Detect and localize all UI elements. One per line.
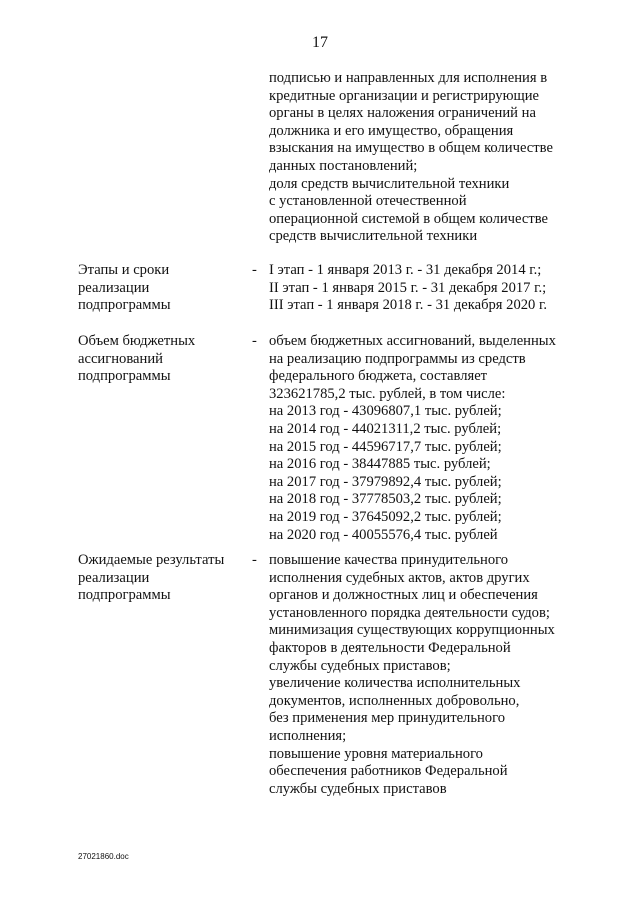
text-line: установленного порядка деятельности судов; — [269, 604, 550, 621]
label-line: реализации — [78, 279, 150, 296]
label-line: Объем бюджетных — [78, 333, 196, 349]
text-line: объем бюджетных ассигнований, выделенных — [269, 333, 556, 349]
text-line: исполнения; — [269, 727, 347, 744]
text-line: на 2017 год - 37979892,4 тыс. рублей; — [269, 473, 502, 490]
text-line: без применения мер принудительного — [269, 710, 506, 727]
text-line: на 2016 год - 38447885 тыс. рублей; — [269, 456, 491, 473]
budget-label — [78, 333, 248, 386]
label-line: реализации — [78, 569, 150, 586]
text-line: с установленной отечественной — [269, 193, 467, 210]
expected-results-label — [78, 552, 248, 605]
expected-results-content — [269, 552, 589, 798]
label-line: ассигнований — [78, 350, 163, 367]
text-line: средств вычислительной техники — [269, 228, 478, 245]
text-line: II этап - 1 января 2015 г. - 31 декабря 2017 г.; — [269, 279, 547, 296]
text-line: повышение качества принудительного — [269, 552, 509, 568]
text-line: повышение уровня материального — [269, 745, 483, 762]
text-line: на 2020 год - 40055576,4 тыс. рублей — [269, 526, 498, 543]
text-line: органы в целях наложения ограничений на — [269, 105, 536, 122]
text-line: на реализацию подпрограммы из средств — [269, 350, 526, 367]
label-line: Этапы и сроки — [78, 262, 170, 278]
text-line: 323621785,2 тыс. рублей, в том числе: — [269, 385, 506, 402]
separator-dash: - — [252, 262, 257, 278]
budget-content — [269, 333, 589, 544]
text-line: обеспечения работников Федеральной — [269, 763, 508, 780]
stages-label — [78, 262, 248, 315]
text-line: данных постановлений; — [269, 157, 418, 174]
text-line: федерального бюджета, составляет — [269, 368, 488, 385]
text-line: на 2014 год - 44021311,2 тыс. рублей; — [269, 420, 502, 437]
text-line: операционной системой в общем количестве — [269, 210, 548, 227]
text-line: на 2019 год - 37645092,2 тыс. рублей; — [269, 508, 502, 525]
stages-content — [269, 262, 589, 315]
text-line: минимизация существующих коррупционных — [269, 622, 555, 639]
text-line: должника и его имущество, обращения — [269, 122, 514, 139]
label-line: Ожидаемые результаты — [78, 552, 225, 568]
text-line: увеличение количества исполнительных — [269, 675, 521, 692]
text-line: кредитные организации и регистрирующие — [269, 87, 540, 104]
text-line: III этап - 1 января 2018 г. - 31 декабря 2020 г. — [269, 297, 547, 314]
text-line: исполнения судебных актов, актов других — [269, 569, 530, 586]
text-line: органов и должностных лиц и обеспечения — [269, 587, 538, 604]
text-line: взыскания на имущество в общем количестве — [269, 140, 553, 157]
document-filename: 27021860.doc — [78, 852, 129, 861]
text-line: на 2015 год - 44596717,7 тыс. рублей; — [269, 438, 502, 455]
text-line: факторов в деятельности Федеральной — [269, 639, 511, 656]
text-line: доля средств вычислительной техники — [269, 175, 510, 192]
page-number: 17 — [312, 34, 328, 51]
text-line: I этап - 1 января 2013 г. - 31 декабря 2014 г.; — [269, 262, 542, 278]
label-line: подпрограммы — [78, 368, 171, 385]
label-line: подпрограммы — [78, 587, 171, 604]
label-line: подпрограммы — [78, 297, 171, 314]
text-line: документов, исполненных добровольно, — [269, 692, 520, 709]
text-line: подписью и направленных для исполнения в — [269, 70, 548, 86]
text-line: службы судебных приставов; — [269, 657, 451, 674]
continued-indicators-text — [269, 70, 589, 246]
text-line: на 2013 год - 43096807,1 тыс. рублей; — [269, 403, 502, 420]
text-line: службы судебных приставов — [269, 780, 447, 797]
separator-dash: - — [252, 552, 257, 568]
separator-dash: - — [252, 333, 257, 349]
text-line: на 2018 год - 37778503,2 тыс. рублей; — [269, 491, 502, 508]
